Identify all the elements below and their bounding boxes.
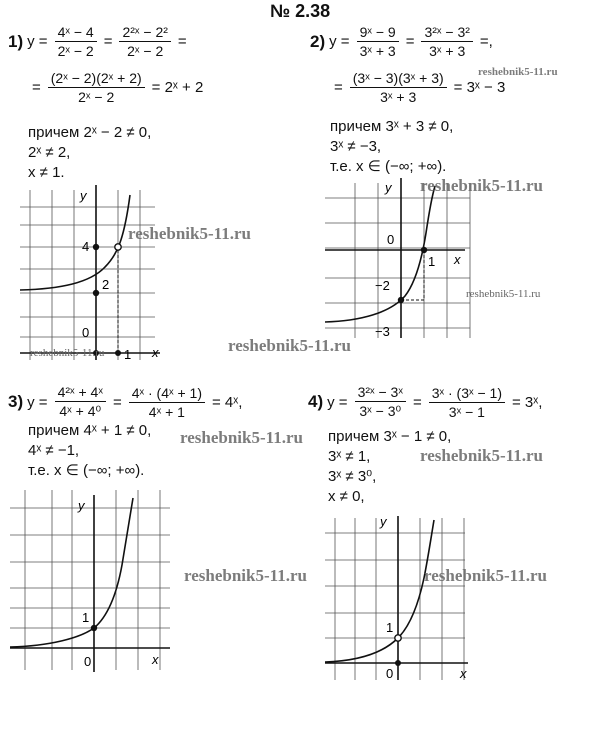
p1-tick-4: 4 [82, 239, 90, 254]
p1-result: = 2ˣ + 2 [151, 79, 204, 96]
p1-tick-0: 0 [82, 325, 90, 340]
p2-number: 2) [310, 31, 326, 51]
p1-x-label: x [152, 345, 159, 360]
p2-frac1: $\frac{\text{9ˣ − 9}}{\text{3ˣ + 3}}$ [357, 24, 399, 59]
p3-grid [10, 490, 170, 670]
p4-condition-2: 3ˣ ≠ 1, [328, 448, 371, 465]
p1-hole-point [115, 244, 121, 250]
p4-y-label: y [380, 514, 387, 529]
p4-frac2: $\frac{\text{3ˣ · (3ˣ − 1)}}{\text{3ˣ − 1}}$ [429, 385, 505, 420]
p3-condition-1: причем 4ˣ + 1 ≠ 0, [28, 422, 152, 439]
p1-graph [20, 185, 170, 360]
p4-origin [395, 660, 401, 666]
p4-x-label: x [460, 666, 467, 681]
p2-tick-0: 0 [387, 232, 395, 247]
p1-point-4 [93, 244, 99, 250]
p4-condition-4: x ≠ 0, [328, 488, 365, 505]
p1-condition-3: x ≠ 1. [28, 164, 65, 181]
p1-frac3: $\frac{\text{(2ˣ − 2)(2ˣ + 2)}}{\text{2ˣ − 2}}$ [48, 70, 145, 105]
p2-condition-1: причем 3ˣ + 3 ≠ 0, [330, 118, 454, 135]
p1-tick-1: 1 [124, 347, 132, 360]
watermark: reshebnik5-11.ru [180, 428, 303, 447]
p3-y-label: y [78, 498, 85, 513]
p2-curve [325, 186, 435, 322]
watermark: reshebnik5-11.ru [228, 336, 351, 355]
p2-tick-m2: −2 [375, 278, 390, 293]
p3-number: 3) [8, 392, 24, 411]
p2-tick-m3: −3 [375, 324, 390, 338]
watermark: reshebnik5-11.ru [478, 66, 558, 78]
p2-y-label: y [385, 180, 392, 195]
p3-graph [10, 490, 175, 675]
p4-frac1: $\frac{\text{3²ˣ − 3ˣ}}{\text{3ˣ − 3⁰}}$ [355, 384, 406, 420]
p3-frac2: $\frac{\text{4ˣ · (4ˣ + 1)}}{\text{4ˣ + 1}}$ [129, 385, 205, 420]
p2-frac2: $\frac{\text{3²ˣ − 3²}}{\text{3ˣ + 3}}$ [421, 24, 472, 59]
p2-graph [320, 178, 485, 338]
p1-condition-1: причем 2ˣ − 2 ≠ 0, [28, 124, 152, 141]
p3-lhs: y = [27, 393, 48, 411]
p3-tick-1: 1 [82, 610, 90, 625]
p3-result: = 4ˣ, [212, 393, 243, 411]
p2-result: = 3ˣ − 3 [453, 79, 506, 96]
p3-equation: 3) y = $\frac{\text{4²ˣ + 4ˣ}}{\text{4ˣ + 4⁰}}$ = $\frac{\text{4ˣ · (4ˣ + 1)}}{\text{4ˣ + 1}}$ = 4ˣ, [8, 384, 243, 420]
watermark: reshebnik5-11.ru [424, 566, 547, 585]
p1-point-x1 [115, 350, 121, 356]
p1-lhs: y = [27, 33, 48, 50]
p2-tick-1: 1 [428, 254, 436, 269]
p1-point-2 [93, 290, 99, 296]
p1-equation-line2: = $\frac{\text{(2ˣ − 2)(2ˣ + 2)}}{\text{2ˣ − 2}}$ = 2ˣ + 2 [32, 70, 204, 105]
p2-equation-line1: 2) y = $\frac{\text{9ˣ − 9}}{\text{3ˣ + 3}}$ = $\frac{\text{3²ˣ − 3²}}{\text{3ˣ + 3}}$ =, [310, 24, 493, 59]
p3-tick-0: 0 [84, 654, 92, 669]
p4-graph [320, 508, 480, 683]
p2-frac3: $\frac{\text{(3ˣ − 3)(3ˣ + 3)}}{\text{3ˣ + 3}}$ [350, 70, 447, 105]
p2-condition-2: 3ˣ ≠ −3, [330, 138, 382, 155]
p2-lhs: y = [329, 33, 350, 50]
watermark: reshebnik5-11.ru [420, 176, 543, 195]
watermark: reshebnik5-11.ru [128, 224, 251, 243]
p4-grid [325, 518, 465, 680]
p1-tick-2: 2 [102, 277, 110, 292]
p4-tick-0: 0 [386, 666, 394, 681]
watermark: reshebnik5-11.ru [420, 446, 543, 465]
p4-result: = 3ˣ, [512, 393, 543, 411]
p1-number: 1) [8, 31, 24, 51]
p4-condition-3: 3ˣ ≠ 3⁰, [328, 468, 377, 485]
p1-y-label: y [80, 188, 87, 203]
watermark: reshebnik5-11.ru [30, 347, 105, 359]
p4-hole-point [395, 635, 401, 641]
watermark: reshebnik5-11.ru [184, 566, 307, 585]
p3-point-1 [91, 625, 97, 631]
p1-frac1: $\frac{\text{4ˣ − 4}}{\text{2ˣ − 2}}$ [55, 24, 97, 59]
p2-condition-3: т.е. x ∈ (−∞; +∞). [330, 158, 447, 175]
p2-grid [325, 183, 470, 338]
p4-number: 4) [308, 392, 324, 411]
p1-equation-line1: 1) y = $\frac{\text{4ˣ − 4}}{\text{2ˣ − 2}}$ = $\frac{\text{2²ˣ − 2²}}{\text{2ˣ − 2}}$ = [8, 24, 187, 59]
p4-equation: 4) y = $\frac{\text{3²ˣ − 3ˣ}}{\text{3ˣ − 3⁰}}$ = $\frac{\text{3ˣ · (3ˣ − 1)}}{\text{3ˣ − 1}}$ = 3ˣ, [308, 384, 543, 420]
p4-condition-1: причем 3ˣ − 1 ≠ 0, [328, 428, 452, 445]
p3-frac1: $\frac{\text{4²ˣ + 4ˣ}}{\text{4ˣ + 4⁰}}$ [55, 384, 106, 420]
p1-curve [20, 195, 130, 290]
page-title: № 2.38 [270, 1, 331, 21]
p2-x-label: x [454, 252, 461, 267]
p1-condition-2: 2ˣ ≠ 2, [28, 144, 71, 161]
watermark: reshebnik5-11.ru [466, 288, 541, 300]
p2-point-x1 [421, 247, 427, 253]
p3-curve [10, 498, 133, 647]
p3-x-label: x [152, 652, 159, 667]
p4-curve [325, 520, 434, 662]
p4-lhs: y = [327, 393, 348, 411]
p2-point-y-2 [398, 297, 404, 303]
p2-equation-line2: = $\frac{\text{(3ˣ − 3)(3ˣ + 3)}}{\text{3ˣ + 3}}$ = 3ˣ − 3 [334, 70, 506, 105]
p4-tick-1: 1 [386, 620, 394, 635]
p3-condition-2: 4ˣ ≠ −1, [28, 442, 80, 459]
p1-frac2: $\frac{\text{2²ˣ − 2²}}{\text{2ˣ − 2}}$ [119, 24, 170, 59]
p3-condition-3: т.е. x ∈ (−∞; +∞). [28, 462, 145, 479]
